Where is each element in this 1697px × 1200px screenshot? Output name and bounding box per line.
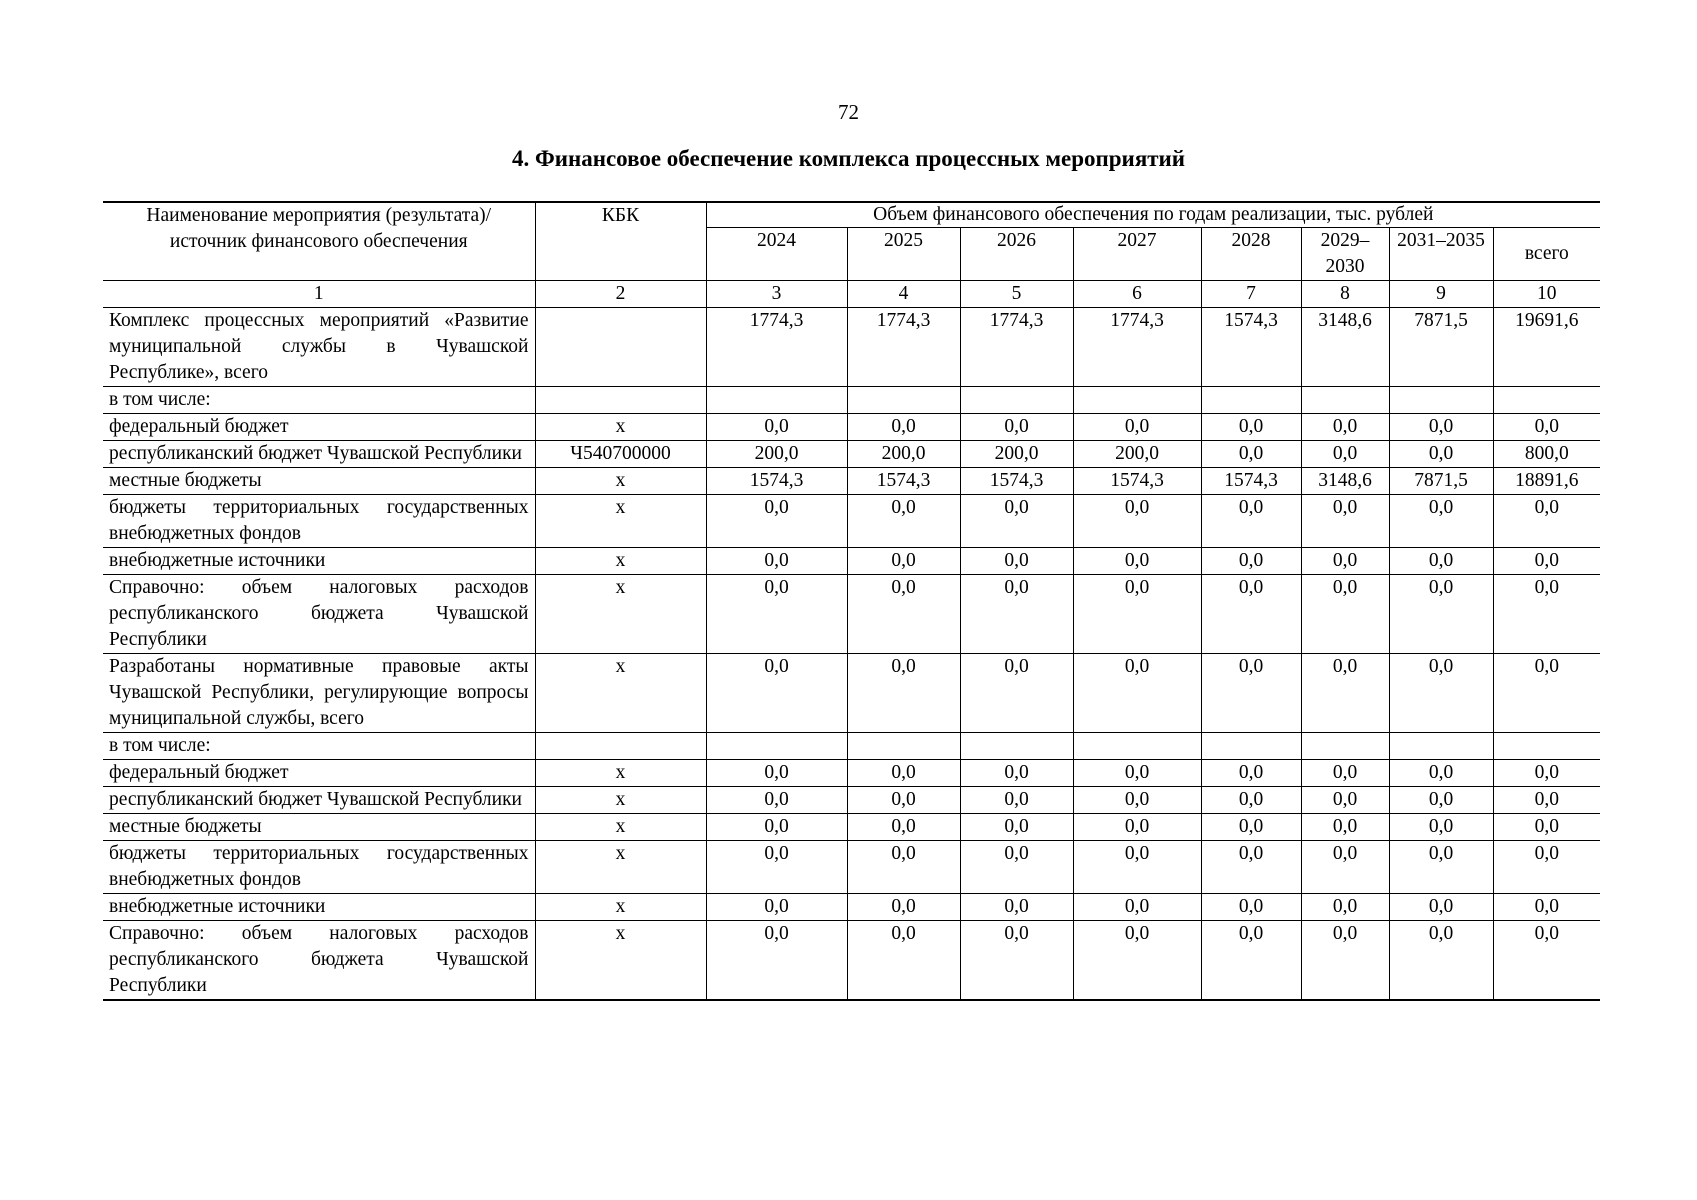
row-value: 1574,3 <box>1201 468 1301 495</box>
row-value: 0,0 <box>1493 894 1600 921</box>
row-value: 0,0 <box>1073 841 1201 894</box>
row-kbk: х <box>535 468 706 495</box>
row-value: 0,0 <box>960 495 1073 548</box>
row-value: 0,0 <box>1073 654 1201 733</box>
row-value: 0,0 <box>1073 495 1201 548</box>
column-number: 10 <box>1493 281 1600 308</box>
column-number: 9 <box>1389 281 1493 308</box>
row-value: 0,0 <box>960 654 1073 733</box>
row-value: 0,0 <box>1301 575 1389 654</box>
row-value: 0,0 <box>960 841 1073 894</box>
row-value: 0,0 <box>706 841 847 894</box>
row-value: 0,0 <box>1389 787 1493 814</box>
row-name: бюджеты территориальных государственных внебюджетных фондов <box>103 495 535 548</box>
row-value: 0,0 <box>1493 495 1600 548</box>
row-value: 0,0 <box>847 894 960 921</box>
column-number: 2 <box>535 281 706 308</box>
row-kbk: х <box>535 654 706 733</box>
row-value <box>960 387 1073 414</box>
table-row <box>103 654 1600 733</box>
column-number: 1 <box>103 281 535 308</box>
row-value: 1574,3 <box>706 468 847 495</box>
row-value: 0,0 <box>1301 921 1389 1001</box>
row-value: 0,0 <box>706 787 847 814</box>
row-value: 0,0 <box>1201 441 1301 468</box>
row-value: 0,0 <box>847 760 960 787</box>
row-value: 0,0 <box>706 575 847 654</box>
row-value: 1774,3 <box>960 308 1073 387</box>
row-value: 0,0 <box>847 814 960 841</box>
column-number-row <box>103 281 1600 308</box>
row-value: 0,0 <box>847 495 960 548</box>
row-kbk: х <box>535 575 706 654</box>
section-title: 4. Финансовое обеспечение комплекса процессных мероприятий <box>511 146 1186 171</box>
column-number: 7 <box>1201 281 1301 308</box>
row-value: 200,0 <box>960 441 1073 468</box>
row-value: 0,0 <box>1301 841 1389 894</box>
header-kbk: КБК <box>535 202 706 281</box>
row-kbk <box>535 308 706 387</box>
row-value: 18891,6 <box>1493 468 1600 495</box>
row-value: 0,0 <box>847 575 960 654</box>
row-value: 0,0 <box>1073 760 1201 787</box>
table-row <box>103 308 1600 387</box>
row-kbk: х <box>535 760 706 787</box>
row-value: 0,0 <box>1389 814 1493 841</box>
row-kbk: х <box>535 921 706 1001</box>
row-value: 3148,6 <box>1301 468 1389 495</box>
column-number: 4 <box>847 281 960 308</box>
row-value: 0,0 <box>1493 787 1600 814</box>
row-name: Разработаны нормативные правовые акты Чувашской Республики, регулирующие вопросы муниципальной службы, всего <box>103 654 535 733</box>
row-kbk <box>535 733 706 760</box>
row-value <box>847 387 960 414</box>
header-total: всего <box>1493 228 1600 281</box>
row-value: 0,0 <box>1201 814 1301 841</box>
page-number: 72 <box>838 100 859 124</box>
row-value: 0,0 <box>1301 787 1389 814</box>
row-value: 0,0 <box>706 760 847 787</box>
row-value: 0,0 <box>847 414 960 441</box>
row-value: 0,0 <box>1493 841 1600 894</box>
row-value <box>1389 387 1493 414</box>
table-row <box>103 414 1600 441</box>
row-value: 1774,3 <box>1073 308 1201 387</box>
row-name: федеральный бюджет <box>103 414 535 441</box>
row-value: 0,0 <box>847 787 960 814</box>
row-value: 1574,3 <box>1073 468 1201 495</box>
row-value: 0,0 <box>1073 414 1201 441</box>
row-value: 0,0 <box>1493 814 1600 841</box>
row-value: 0,0 <box>1493 760 1600 787</box>
row-value <box>1389 733 1493 760</box>
table-row <box>103 575 1600 654</box>
row-value: 0,0 <box>960 894 1073 921</box>
row-value: 0,0 <box>1301 548 1389 575</box>
row-value: 0,0 <box>1201 894 1301 921</box>
row-value: 0,0 <box>1073 575 1201 654</box>
row-name: Комплекс процессных мероприятий «Развитие муниципальной службы в Чувашской Республике», всего <box>103 308 535 387</box>
row-kbk: х <box>535 894 706 921</box>
row-value: 3148,6 <box>1301 308 1389 387</box>
row-value <box>706 387 847 414</box>
row-value: 0,0 <box>1301 441 1389 468</box>
row-value: 0,0 <box>706 814 847 841</box>
row-value <box>1073 733 1201 760</box>
row-value: 0,0 <box>1201 760 1301 787</box>
row-kbk <box>535 387 706 414</box>
header-year: 2025 <box>847 228 960 281</box>
row-value: 1774,3 <box>706 308 847 387</box>
row-value: 0,0 <box>960 760 1073 787</box>
row-name: местные бюджеты <box>103 468 535 495</box>
row-value: 0,0 <box>1301 760 1389 787</box>
row-value: 0,0 <box>1201 921 1301 1001</box>
row-value: 0,0 <box>1389 654 1493 733</box>
row-value: 0,0 <box>960 414 1073 441</box>
header-year: 2027 <box>1073 228 1201 281</box>
row-value: 0,0 <box>847 548 960 575</box>
row-value: 0,0 <box>1389 414 1493 441</box>
row-value: 0,0 <box>1493 548 1600 575</box>
row-value: 0,0 <box>1073 548 1201 575</box>
row-value: 19691,6 <box>1493 308 1600 387</box>
row-value: 0,0 <box>1493 575 1600 654</box>
row-value: 0,0 <box>1389 495 1493 548</box>
table-row <box>103 441 1600 468</box>
row-name: федеральный бюджет <box>103 760 535 787</box>
row-value: 0,0 <box>960 814 1073 841</box>
row-value <box>1201 387 1301 414</box>
row-name: внебюджетные источники <box>103 548 535 575</box>
column-number: 5 <box>960 281 1073 308</box>
header-year: 2028 <box>1201 228 1301 281</box>
row-name: Справочно: объем налоговых расходов республиканского бюджета Чувашской Республики <box>103 575 535 654</box>
row-value: 200,0 <box>847 441 960 468</box>
row-value: 1574,3 <box>847 468 960 495</box>
row-value <box>847 733 960 760</box>
row-value: 0,0 <box>1389 841 1493 894</box>
row-name: Справочно: объем налоговых расходов республиканского бюджета Чувашской Республики <box>103 921 535 1001</box>
header-name: Наименование мероприятия (результата)/источник финансового обеспечения <box>103 202 535 281</box>
row-kbk: х <box>535 414 706 441</box>
row-value: 0,0 <box>960 548 1073 575</box>
row-kbk: х <box>535 495 706 548</box>
row-value: 0,0 <box>706 414 847 441</box>
row-value: 1774,3 <box>847 308 960 387</box>
row-value: 0,0 <box>1201 654 1301 733</box>
header-year: 2024 <box>706 228 847 281</box>
row-value: 7871,5 <box>1389 308 1493 387</box>
row-value: 0,0 <box>847 654 960 733</box>
row-value: 0,0 <box>1301 654 1389 733</box>
row-value <box>1301 733 1389 760</box>
table-row <box>103 387 1600 414</box>
table-row <box>103 468 1600 495</box>
row-value: 0,0 <box>960 921 1073 1001</box>
row-name: в том числе: <box>103 733 535 760</box>
row-value <box>706 733 847 760</box>
row-value: 0,0 <box>1073 921 1201 1001</box>
row-name: республиканский бюджет Чувашской Республики <box>103 787 535 814</box>
row-kbk: х <box>535 814 706 841</box>
column-number: 8 <box>1301 281 1389 308</box>
financing-table <box>103 201 1600 1001</box>
row-value <box>1493 733 1600 760</box>
row-name: бюджеты территориальных государственных внебюджетных фондов <box>103 841 535 894</box>
row-value <box>960 733 1073 760</box>
row-value: 0,0 <box>706 894 847 921</box>
table-row <box>103 733 1600 760</box>
row-value: 200,0 <box>1073 441 1201 468</box>
row-value: 0,0 <box>706 654 847 733</box>
header-year: 2026 <box>960 228 1073 281</box>
table-row <box>103 894 1600 921</box>
row-value: 0,0 <box>706 921 847 1001</box>
row-value <box>1493 387 1600 414</box>
table-row <box>103 495 1600 548</box>
table-row <box>103 841 1600 894</box>
row-value <box>1301 387 1389 414</box>
row-value: 1574,3 <box>1201 308 1301 387</box>
table-row <box>103 787 1600 814</box>
row-value <box>1073 387 1201 414</box>
row-value: 7871,5 <box>1389 468 1493 495</box>
row-value: 0,0 <box>1201 495 1301 548</box>
row-value: 0,0 <box>1493 414 1600 441</box>
row-value: 1574,3 <box>960 468 1073 495</box>
row-value: 0,0 <box>1493 921 1600 1001</box>
row-name: в том числе: <box>103 387 535 414</box>
row-value: 0,0 <box>1301 495 1389 548</box>
table-body <box>103 308 1600 1001</box>
row-value: 0,0 <box>847 841 960 894</box>
row-value: 0,0 <box>1389 760 1493 787</box>
column-number: 3 <box>706 281 847 308</box>
row-name: местные бюджеты <box>103 814 535 841</box>
table-row <box>103 921 1600 1001</box>
header-year: 2031–2035 <box>1389 228 1493 281</box>
row-value: 0,0 <box>706 548 847 575</box>
row-value: 200,0 <box>706 441 847 468</box>
row-name: внебюджетные источники <box>103 894 535 921</box>
row-kbk: Ч540700000 <box>535 441 706 468</box>
table-row <box>103 760 1600 787</box>
row-value: 0,0 <box>960 575 1073 654</box>
row-value: 0,0 <box>1389 575 1493 654</box>
table-row <box>103 814 1600 841</box>
header-row-1 <box>103 202 1600 228</box>
row-name: республиканский бюджет Чувашской Республики <box>103 441 535 468</box>
row-value: 0,0 <box>1389 548 1493 575</box>
row-value: 0,0 <box>1073 787 1201 814</box>
header-year: 2029–2030 <box>1301 228 1389 281</box>
row-value: 0,0 <box>1201 787 1301 814</box>
row-value: 0,0 <box>1389 921 1493 1001</box>
row-kbk: х <box>535 548 706 575</box>
row-kbk: х <box>535 841 706 894</box>
row-value: 0,0 <box>1493 654 1600 733</box>
row-value: 800,0 <box>1493 441 1600 468</box>
row-value: 0,0 <box>1201 841 1301 894</box>
row-value: 0,0 <box>706 495 847 548</box>
row-value: 0,0 <box>1301 414 1389 441</box>
row-value: 0,0 <box>1201 414 1301 441</box>
row-value: 0,0 <box>1301 894 1389 921</box>
row-value: 0,0 <box>847 921 960 1001</box>
row-value: 0,0 <box>960 787 1073 814</box>
row-value <box>1201 733 1301 760</box>
row-value: 0,0 <box>1201 548 1301 575</box>
row-value: 0,0 <box>1201 575 1301 654</box>
column-number: 6 <box>1073 281 1201 308</box>
row-value: 0,0 <box>1301 814 1389 841</box>
header-volume: Объем финансового обеспечения по годам реализации, тыс. рублей <box>706 202 1600 228</box>
row-value: 0,0 <box>1073 814 1201 841</box>
row-value: 0,0 <box>1073 894 1201 921</box>
row-value: 0,0 <box>1389 441 1493 468</box>
row-value: 0,0 <box>1389 894 1493 921</box>
row-kbk: х <box>535 787 706 814</box>
table-row <box>103 548 1600 575</box>
